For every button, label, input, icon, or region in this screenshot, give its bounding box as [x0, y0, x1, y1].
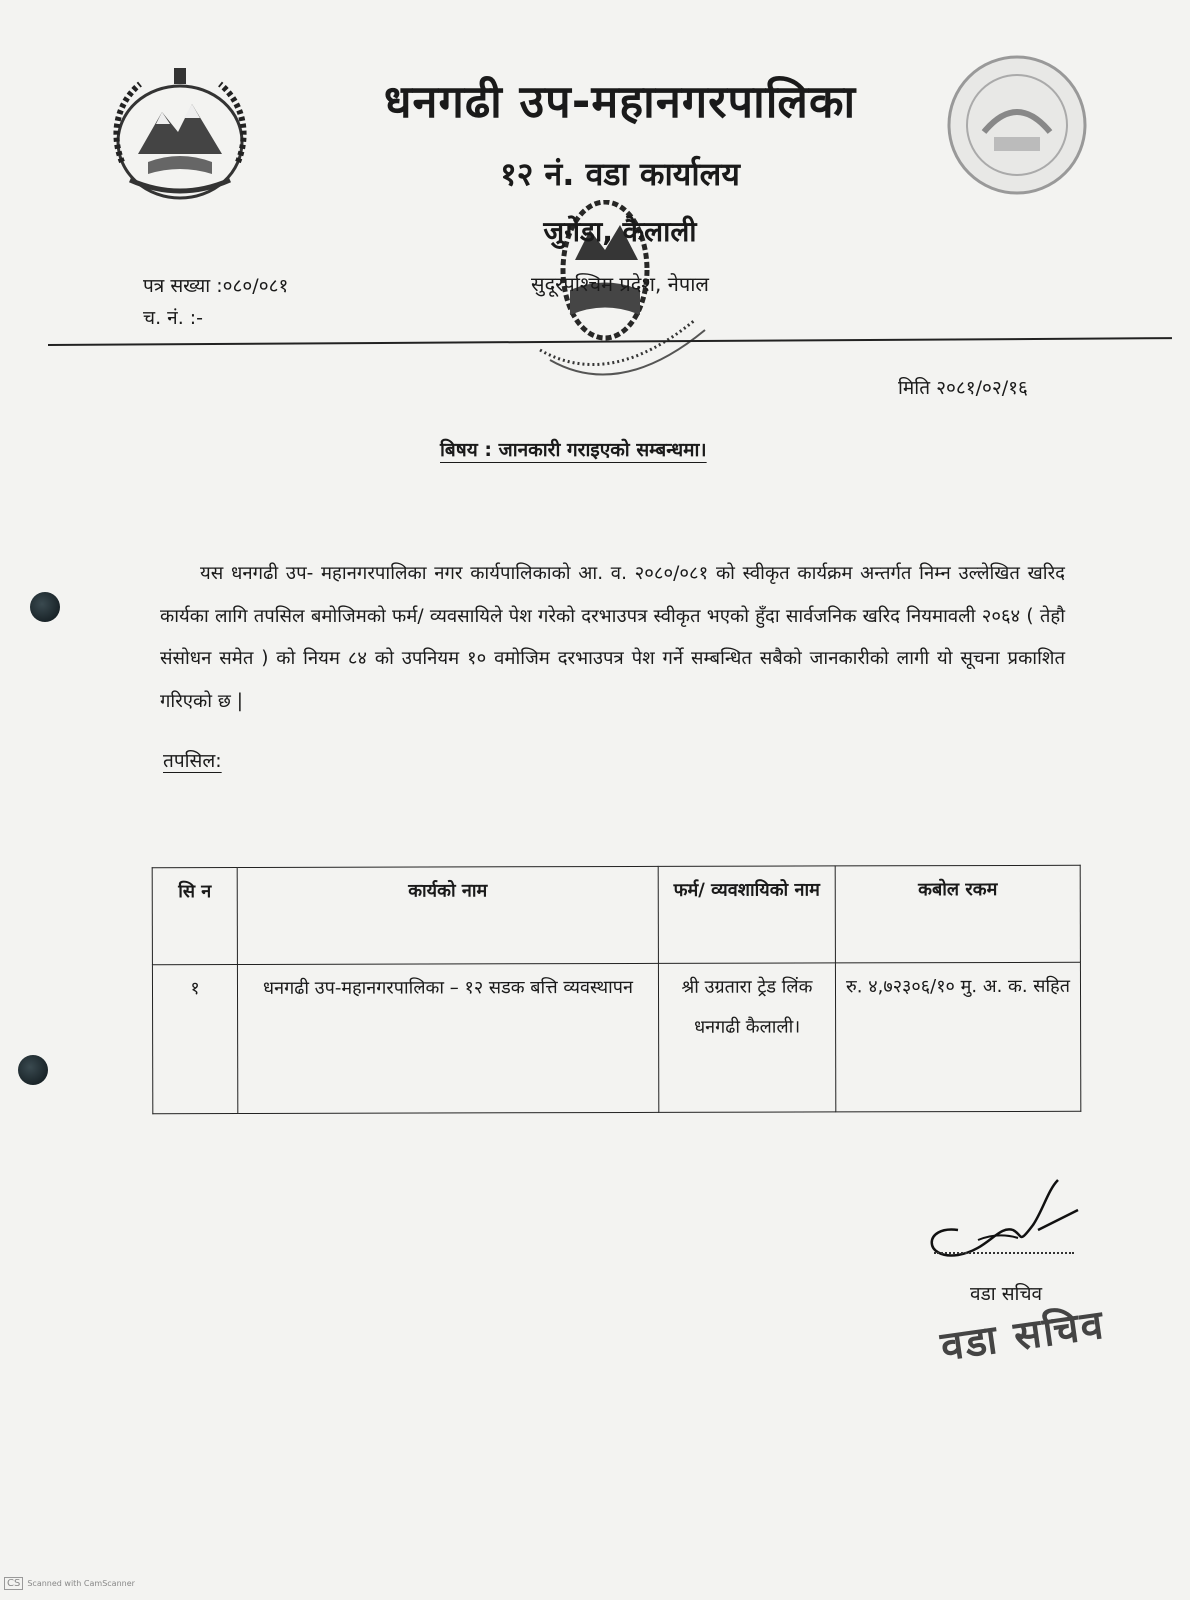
letter-date: मिति २०८१/०२/१६ — [898, 377, 1028, 399]
letter-body: यस धनगढी उप- महानगरपालिका नगर कार्यपालिकाको आ. व. २०८०/०८१ को स्वीकृत कार्यक्रम अन्तर्गत निम्न उल्लेखित खरिद कार्यका लागि तपसिल बमोजिमको फर्म/ व्यवसायिले पेश गरेको दरभाउपत्र स्वीकृत भएको हुँदा सार्वजनिक खरिद नियमावली २०६४ ( तेहौ संसोधन समेत ) को नियम ८४ को उपनियम १० वमोजिम दरभाउपत्र पेश गर्ने सम्बन्धित सबैको जानकारीको लागी यो सूचना प्रकाशित गरिएको छ | — [160, 563, 1065, 712]
ward-seal-stamp — [944, 52, 1090, 198]
letter-subject: बिषय : जानकारी गराइएको सम्बन्धमा। — [440, 439, 707, 461]
camscanner-icon: CS — [4, 1577, 23, 1590]
header-firm-name: फर्म/ व्यवशायिको नाम — [658, 866, 835, 963]
details-label: तपसिल: — [163, 750, 222, 772]
punch-hole — [18, 1055, 48, 1085]
handwritten-signature — [918, 1170, 1088, 1280]
signatory-title: वडा सचिव — [970, 1283, 1043, 1305]
header-serial: सि न — [152, 867, 237, 964]
scanner-watermark — [4, 1578, 135, 1589]
cell-firm-name: श्री उग्रतारा ट्रेड लिंक धनगढी कैलाली। — [658, 963, 835, 1112]
office-address: सुदूरपश्चिम प्रदेश, नेपाल — [531, 272, 709, 296]
reference-number: पत्र सख्या :०८०/०८१ — [143, 275, 289, 297]
header-work-name: कार्यको नाम — [237, 866, 658, 964]
header-bid-amount: कबोल रकम — [835, 865, 1080, 963]
table-row — [152, 962, 1080, 1113]
office-location: जुगेडा, कैलाली — [543, 215, 697, 248]
organization-title: धनगढी उप-महानगरपालिका — [383, 75, 857, 128]
signature-line — [934, 1252, 1074, 1254]
secretary-rubber-stamp: वडा सचिव — [937, 1301, 1108, 1371]
government-emblem — [100, 62, 260, 212]
dispatch-number: च. नं. :- — [143, 307, 204, 329]
punch-hole — [30, 592, 60, 622]
scanner-watermark-text: Scanned with CamScanner — [27, 1579, 135, 1588]
cell-serial: १ — [152, 964, 237, 1113]
contract-award-table — [152, 865, 1082, 1114]
cell-bid-amount: रु. ४,७२३०६/१० मु. अ. क. सहित — [835, 962, 1080, 1112]
cell-work-name: धनगढी उप-महानगरपालिका – १२ सडक बत्ति व्यवस्थापन — [237, 963, 658, 1113]
ward-office-name: १२ नं. वडा कार्यालय — [500, 155, 740, 193]
table-header-row — [152, 865, 1080, 964]
